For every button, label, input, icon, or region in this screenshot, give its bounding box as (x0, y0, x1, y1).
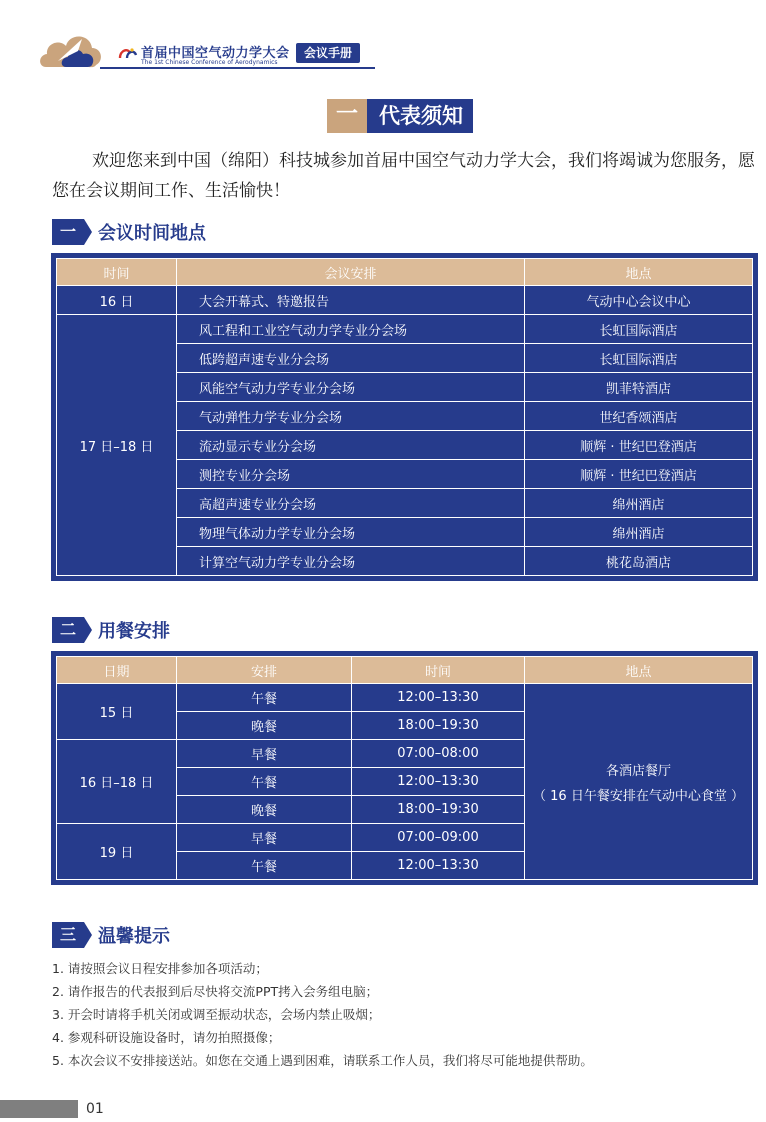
section-number: 一 (327, 99, 367, 133)
venue-cell: 桃花岛酒店 (525, 547, 753, 576)
list-item: 2. 请作报告的代表报到后尽快将交流PPT拷入会务组电脑； (52, 984, 379, 999)
time-cell: 12:00–13:30 (352, 768, 525, 796)
venue-cell: 气动中心会议中心 (525, 286, 753, 315)
time-cell: 18:00–19:30 (352, 796, 525, 824)
time-cell: 12:00–13:30 (352, 852, 525, 880)
event-cell: 风工程和工业空气动力学专业分会场 (177, 315, 525, 344)
meal-cell: 早餐 (177, 824, 352, 852)
footer-bar (0, 1100, 78, 1118)
meal-cell: 午餐 (177, 684, 352, 712)
subsection-title: 会议时间地点 (98, 223, 206, 244)
venue-line: 各酒店餐厅 (605, 763, 671, 779)
date-cell: 16 日 (57, 286, 177, 315)
list-item: 3. 开会时请将手机关闭或调至振动状态，会场内禁止吸烟； (52, 1007, 381, 1022)
event-cell: 测控专业分会场 (177, 460, 525, 489)
venue-cell (525, 684, 753, 880)
meal-cell: 晚餐 (177, 796, 352, 824)
column-header: 安排 (177, 657, 352, 684)
schedule-table-frame (51, 253, 758, 581)
venue-cell: 世纪香颂酒店 (525, 402, 753, 431)
subsection-number: 一 (52, 219, 84, 245)
header-subtitle: The 1st Chinese Conference of Aerodynamics (141, 59, 278, 66)
header-badge: 会议手册 (296, 43, 360, 63)
subsection-title: 用餐安排 (98, 621, 170, 642)
subsection-number: 二 (52, 617, 84, 643)
venue-cell: 长虹国际酒店 (525, 315, 753, 344)
tips-list (52, 957, 593, 1072)
venue-cell: 顺辉 · 世纪巴登酒店 (525, 431, 753, 460)
venue-cell: 绵州酒店 (525, 518, 753, 547)
date-cell: 17 日–18 日 (57, 315, 177, 576)
time-cell: 07:00–09:00 (352, 824, 525, 852)
date-cell: 15 日 (57, 684, 177, 740)
cloud-logo-icon (38, 27, 104, 69)
subsection-schedule-header (52, 219, 206, 245)
meal-cell: 晚餐 (177, 712, 352, 740)
header-title: 首届中国空气动力学大会 (141, 46, 290, 61)
list-item: 4. 参观科研设施设备时，请勿拍照摄像； (52, 1030, 281, 1045)
meals-table (56, 656, 753, 880)
column-header: 地点 (525, 657, 753, 684)
table-row (57, 315, 753, 344)
column-header: 时间 (57, 259, 177, 286)
venue-cell: 长虹国际酒店 (525, 344, 753, 373)
subsection-number: 三 (52, 922, 84, 948)
time-cell: 18:00–19:30 (352, 712, 525, 740)
event-cell: 气动弹性力学专业分会场 (177, 402, 525, 431)
subsection-title: 温馨提示 (98, 926, 170, 947)
event-cell: 计算空气动力学专业分会场 (177, 547, 525, 576)
page-number: 01 (86, 1101, 104, 1117)
event-cell: 低跨超声速专业分会场 (177, 344, 525, 373)
list-item: 5. 本次会议不安排接送站。如您在交通上遇到困难，请联系工作人员，我们将尽可能地提供帮助。 (52, 1053, 593, 1068)
time-cell: 07:00–08:00 (352, 740, 525, 768)
date-cell: 16 日–18 日 (57, 740, 177, 824)
event-cell: 风能空气动力学专业分会场 (177, 373, 525, 402)
conference-emblem-icon (118, 46, 138, 60)
subsection-tips-header (52, 922, 170, 948)
event-cell: 大会开幕式、特邀报告 (177, 286, 525, 315)
intro-paragraph: 欢迎您来到中国（绵阳）科技城参加首届中国空气动力学大会，我们将竭诚为您服务，愿您在会议期间工作、生活愉快！ (52, 151, 755, 201)
venue-note: （ 16 日午餐安排在气动中心食堂 ） (533, 788, 744, 804)
meal-cell: 午餐 (177, 768, 352, 796)
table-header-row (57, 657, 753, 684)
event-cell: 高超声速专业分会场 (177, 489, 525, 518)
column-header: 时间 (352, 657, 525, 684)
venue-cell: 绵州酒店 (525, 489, 753, 518)
date-cell: 19 日 (57, 824, 177, 880)
header-rule (100, 67, 375, 69)
time-cell: 12:00–13:30 (352, 684, 525, 712)
section-title (327, 99, 473, 133)
column-header: 日期 (57, 657, 177, 684)
event-cell: 流动显示专业分会场 (177, 431, 525, 460)
meal-cell: 早餐 (177, 740, 352, 768)
venue-cell: 凯菲特酒店 (525, 373, 753, 402)
venue-cell: 顺辉 · 世纪巴登酒店 (525, 460, 753, 489)
table-header-row (57, 259, 753, 286)
schedule-table (56, 258, 753, 576)
column-header: 会议安排 (177, 259, 525, 286)
subsection-meals-header (52, 617, 170, 643)
event-cell: 物理气体动力学专业分会场 (177, 518, 525, 547)
meals-table-frame (51, 651, 758, 885)
section-title-text: 代表须知 (367, 99, 473, 133)
meal-cell: 午餐 (177, 852, 352, 880)
table-row (57, 684, 753, 712)
column-header: 地点 (525, 259, 753, 286)
list-item: 1. 请按照会议日程安排参加各项活动； (52, 961, 268, 976)
table-row (57, 286, 753, 315)
